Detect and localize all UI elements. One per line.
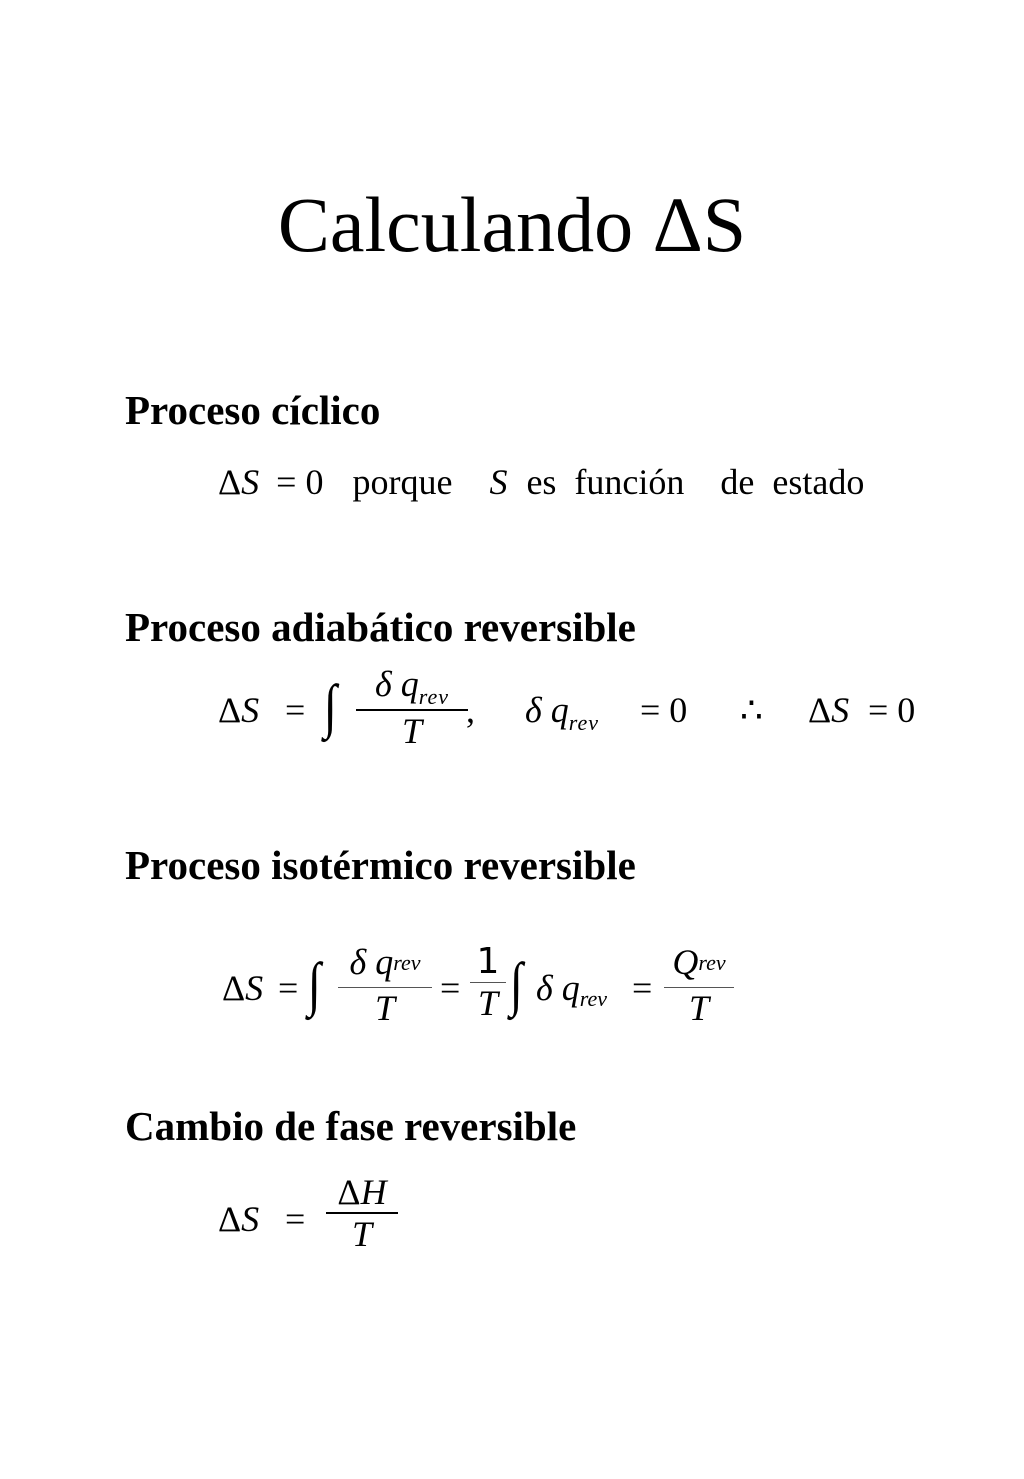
delta-lower: δ: [536, 968, 553, 1008]
denominator: T: [688, 988, 710, 1028]
entropy-symbol: S: [241, 462, 260, 502]
fraction-q-over-t: [664, 942, 734, 1028]
q-symbol: q: [550, 690, 569, 730]
subscript-rev: rev: [418, 684, 449, 709]
dq-rev: [536, 968, 607, 1013]
denominator: T: [374, 988, 396, 1028]
therefore-symbol: ∴: [740, 690, 763, 730]
integral-sign: ∫: [323, 673, 337, 739]
rhs-delta-s: [808, 690, 849, 730]
delta-symbol: Δ: [218, 690, 242, 730]
equals-sign: =: [278, 968, 299, 1008]
subscript-rev: rev: [393, 950, 421, 975]
lhs-delta-s: [222, 968, 263, 1008]
fraction-dq-over-t: [356, 664, 468, 751]
delta-lower: δ: [349, 942, 367, 982]
subscript-rev: rev: [568, 710, 600, 735]
numerator: [326, 1172, 398, 1212]
lhs-delta-s: [218, 690, 259, 730]
subscript-rev: rev: [579, 986, 608, 1011]
lhs-delta-s: [218, 1199, 259, 1239]
denominator: T: [477, 983, 499, 1023]
heading-cyclic: Proceso cíclico: [125, 387, 381, 433]
equals-zero: = 0: [640, 690, 688, 730]
delta-lower: δ: [525, 690, 542, 730]
equals-zero: = 0: [868, 690, 916, 730]
integral-sign: ∫: [307, 951, 321, 1017]
heading-phase-change: Cambio de fase reversible: [125, 1103, 577, 1149]
numerator: [338, 942, 432, 987]
subscript-rev: rev: [698, 950, 726, 975]
fraction-dq-over-t: [338, 942, 432, 1028]
equation-cyclic: [218, 462, 864, 502]
text-state-function: es función de estado: [526, 462, 865, 502]
denominator: T: [401, 711, 423, 751]
entropy-symbol: S: [245, 968, 264, 1008]
fraction-one-over-t: [470, 942, 506, 1023]
equals-sign: =: [632, 968, 653, 1008]
numerator: [356, 664, 468, 709]
page-title: Calculando ΔS: [277, 181, 747, 268]
q-symbol: q: [400, 664, 419, 704]
entropy-symbol: S: [241, 1199, 260, 1239]
q-heat-symbol: Q: [672, 942, 699, 982]
entropy-symbol-2: S: [489, 462, 508, 502]
heading-isothermal: Proceso isotérmico reversible: [125, 842, 636, 888]
q-symbol: q: [375, 942, 394, 982]
heading-adiabatic: Proceso adiabático reversible: [125, 604, 636, 650]
delta-lower: δ: [374, 664, 392, 704]
entropy-symbol: S: [241, 690, 260, 730]
integral-sign: ∫: [509, 951, 523, 1017]
numerator: 1: [476, 941, 500, 982]
q-symbol: q: [561, 968, 580, 1008]
comma: ,: [466, 690, 475, 730]
entropy-symbol: S: [831, 690, 850, 730]
delta-symbol: Δ: [808, 690, 832, 730]
delta-symbol: Δ: [222, 968, 246, 1008]
delta-symbol: Δ: [218, 1199, 242, 1239]
text-porque: porque: [352, 462, 453, 502]
delta-symbol: Δ: [337, 1172, 361, 1212]
numerator: [664, 942, 734, 987]
equals-zero: = 0: [276, 462, 324, 502]
denominator: T: [351, 1214, 373, 1254]
equals-sign: =: [285, 1199, 306, 1239]
equals-sign: =: [285, 690, 306, 730]
enthalpy-symbol: H: [360, 1172, 387, 1212]
equals-sign: =: [440, 968, 461, 1008]
dq-rev: [525, 690, 599, 735]
delta-symbol: Δ: [218, 462, 242, 502]
fraction-dh-over-t: [326, 1172, 398, 1254]
